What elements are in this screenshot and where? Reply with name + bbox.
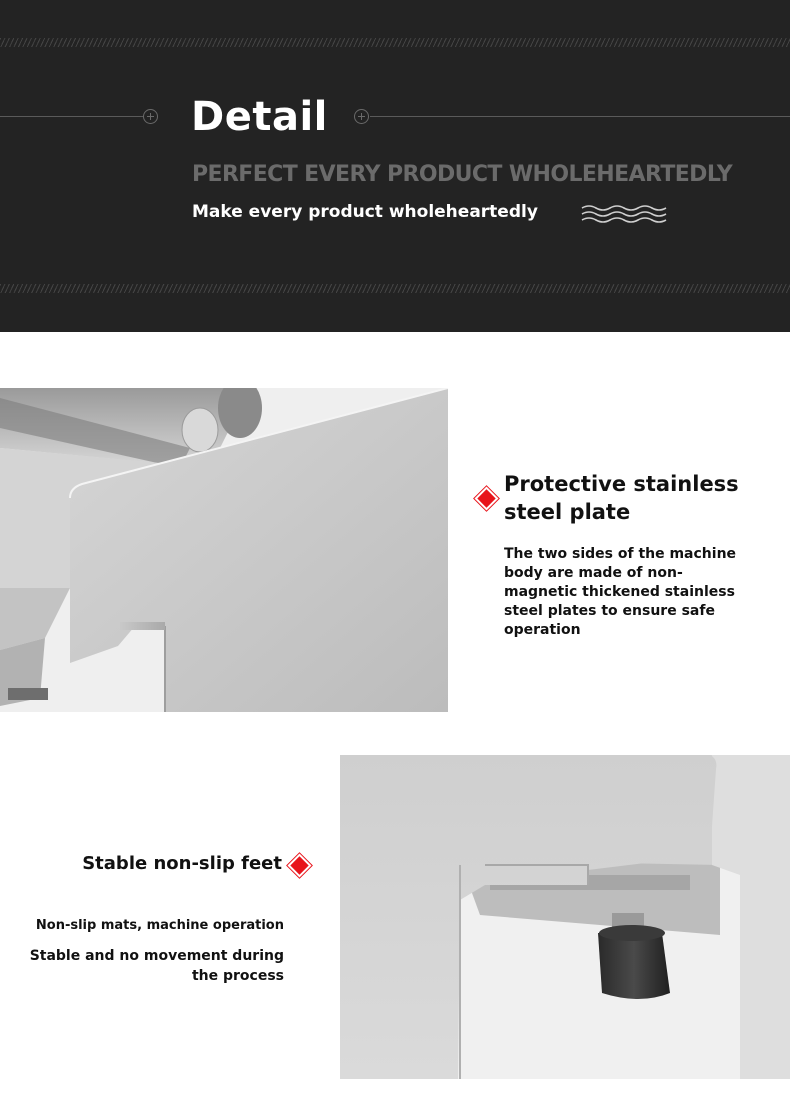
banner-subtitle-upper: PERFECT EVERY PRODUCT WHOLEHEARTEDLY [192, 162, 733, 187]
divider-right [370, 116, 790, 117]
waves-icon [580, 204, 668, 224]
feature-title-plate: Protective stainless steel plate [504, 472, 739, 524]
feature-description-feet-line2: Stable and no movement during the process [29, 948, 284, 984]
red-diamond-icon [474, 486, 498, 510]
stainless-plate-photo [0, 388, 448, 712]
banner-subtitle: Make every product wholeheartedly [192, 202, 538, 222]
red-diamond-icon [287, 853, 311, 877]
feature-description-feet-line1: Non-slip mats, machine operation [35, 918, 284, 933]
feature-title-feet: Stable non-slip feet [82, 853, 282, 874]
hatch-stripe-top [0, 38, 790, 47]
divider-left [0, 116, 143, 117]
non-slip-feet-photo [340, 755, 790, 1079]
detail-banner [0, 0, 790, 332]
banner-title: Detail [191, 94, 328, 140]
plus-circle-icon [143, 109, 158, 124]
plus-circle-icon [354, 109, 369, 124]
feature-description-plate: The two sides of the machine body are made of non-magnetic thickened stainless steel plates to ensure safe operation [504, 546, 737, 638]
hatch-stripe-bottom [0, 284, 790, 293]
